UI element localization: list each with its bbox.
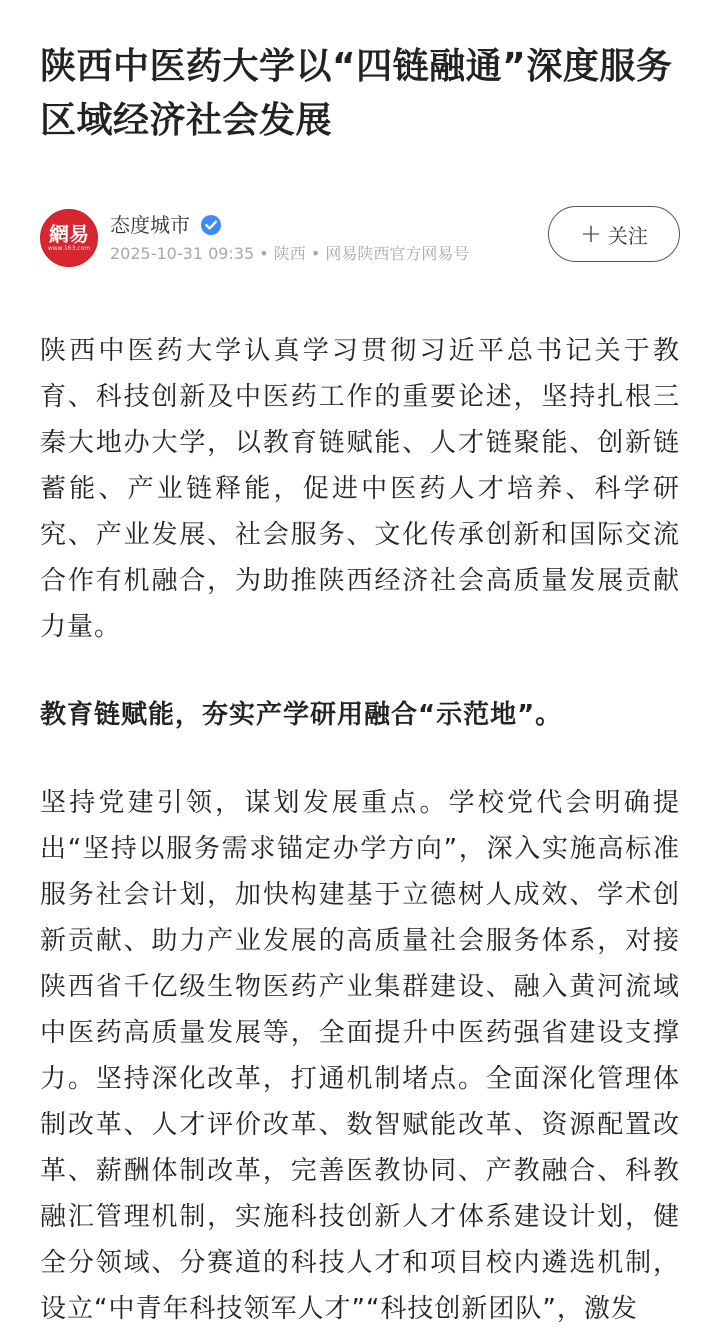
author-avatar[interactable] (40, 209, 98, 267)
follow-button[interactable] (548, 206, 680, 262)
article-body (40, 328, 680, 1332)
author-row (40, 206, 680, 270)
article-meta: 2025-10-31 09:35 • 陕西 • 网易陕西官方网易号 (110, 244, 470, 263)
author-info (110, 210, 469, 266)
follow-label: 关注 (607, 223, 648, 248)
paragraph-body: 坚持党建引领，谋划发展重点。学校党代会明确提出“坚持以服务需求锚定办学方向”，深入实施高标准服务社会计划，加快构建基于立德树人成效、学术创新贡献、助力产业发展的高质量社会服务体系，对接陕西省千亿级生物医药产业集群建设、融入黄河流域中医药高质量发展等，全面提升中医药强省建设支撑力。坚持深化改革，打通机制堵点。全面深化管理体制改革、人才评价改革、数智赋能改革、资源配置改革、薪酬体制改革，完善医教协同、产教融合、科教融汇管理机制，实施科技创新人才体系建设计划，健全分领域、分赛道的科技人才和项目校内遴选机制，设立“中青年科技领军人才”“科技创新团队”，激发 (40, 788, 680, 1324)
netease-logo-icon: 網易 (49, 222, 89, 246)
article-page (0, 40, 720, 1339)
author-name-line (110, 210, 469, 240)
verified-check-icon (200, 214, 222, 236)
paragraph-intro: 陕西中医药大学认真学习贯彻习近平总书记关于教育、科技创新及中医药工作的重要论述，坚持扎根三秦大地办大学，以教育链赋能、人才链聚能、创新链蓄能、产业链释能，促进中医药人才培养、科学研究、产业发展、社会服务、文化传承创新和国际交流合作有机融合，为助推陕西经济社会高质量发展贡献力量。 (40, 336, 680, 642)
article-title: 陕西中医药大学以“四链融通”深度服务区域经济社会发展 (40, 46, 673, 141)
avatar-subtext: www.163.com (47, 245, 91, 252)
plus-icon: + (580, 219, 602, 249)
paragraph-subheading: 教育链赋能，夯实产学研用融合“示范地”。 (40, 700, 563, 730)
author-name[interactable]: 态度城市 (110, 213, 190, 237)
